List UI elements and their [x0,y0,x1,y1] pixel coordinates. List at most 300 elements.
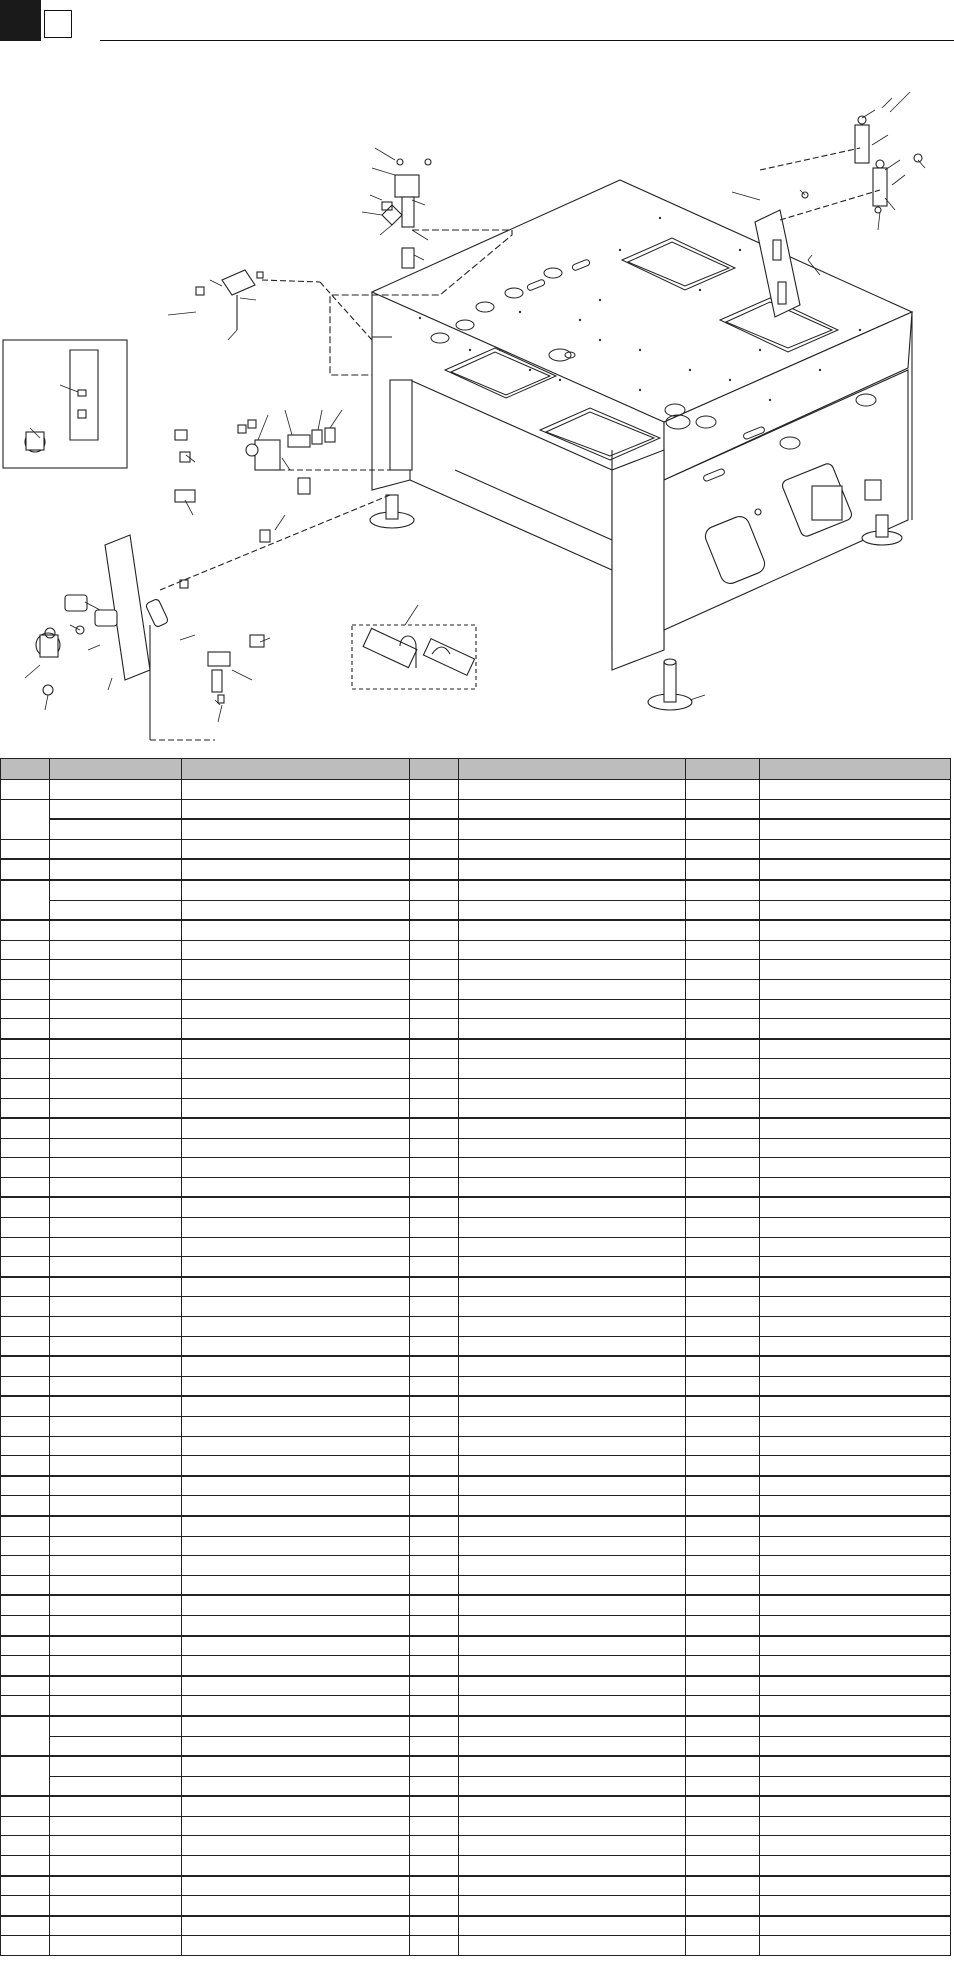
table-cell [459,1856,686,1876]
table-row [1,1436,951,1456]
ref-cell [1,1436,50,1456]
table-cell [760,1575,951,1595]
ref-cell [1,1696,50,1716]
table-cell [410,1237,459,1257]
table-cell [410,999,459,1019]
table-cell [760,880,951,900]
table-cell [760,1676,951,1696]
table-cell [410,1197,459,1217]
table-cell [686,1277,760,1297]
table-cell [182,1896,410,1916]
table-cell [182,1336,410,1356]
table-cell [686,1876,760,1896]
table-cell [410,920,459,940]
table-row [1,979,951,999]
table-row [1,1158,951,1178]
table-cell [50,1716,182,1736]
table-cell [182,940,410,960]
table-cell [686,1218,760,1238]
table-cell [459,1218,686,1238]
ref-cell [1,859,50,880]
table-cell [182,1816,410,1836]
header-cell [410,759,459,780]
table-cell [459,1297,686,1317]
table-cell [410,799,459,819]
table-cell [686,940,760,960]
table-cell [50,1218,182,1238]
table-row [1,1177,951,1197]
table-cell [182,1197,410,1217]
ref-cell [1,1277,50,1297]
table-cell [459,819,686,839]
table-cell [410,1039,459,1059]
table-cell [459,1496,686,1516]
table-cell [760,1736,951,1756]
table-cell [686,1836,760,1856]
table-cell [182,1277,410,1297]
table-cell [50,880,182,900]
table-cell [182,1297,410,1317]
table-cell [459,1158,686,1178]
table-cell [686,1197,760,1217]
table-cell [686,1615,760,1635]
table-cell [182,1916,410,1936]
table-cell [182,1716,410,1736]
table-cell [50,920,182,940]
table-cell [686,1376,760,1396]
table-cell [686,1138,760,1158]
table-cell [50,1636,182,1656]
table-row [1,960,951,980]
ref-cell [1,1376,50,1396]
table-cell [686,819,760,839]
table-cell [760,1237,951,1257]
table-cell [410,1516,459,1536]
header-cell [686,759,760,780]
table-cell [459,1476,686,1496]
table-cell [410,1297,459,1317]
table-header-row [1,759,951,780]
header-cell [1,759,50,780]
table-cell [760,1218,951,1238]
table-row [1,1218,951,1238]
table-cell [760,1257,951,1277]
table-cell [760,920,951,940]
ref-cell [1,1896,50,1916]
table-cell [410,1756,459,1776]
header-cell [182,759,410,780]
table-cell [760,1277,951,1297]
table-row [1,1496,951,1516]
table-cell [459,1098,686,1118]
table-row [1,1237,951,1257]
table-cell [459,1756,686,1776]
table-cell [410,1876,459,1896]
table-row [1,1019,951,1039]
table-cell [459,1936,686,1956]
table-cell [410,1496,459,1516]
table-row [1,1277,951,1297]
table-cell [182,1696,410,1716]
table-cell [760,1436,951,1456]
table-cell [410,1078,459,1098]
table-cell [760,1716,951,1736]
table-cell [182,1556,410,1576]
table-row [1,1816,951,1836]
table-cell [50,1237,182,1257]
table-cell [410,1556,459,1576]
table-cell [686,1796,760,1816]
table-cell [459,900,686,920]
table-cell [760,1098,951,1118]
table-cell [459,1796,686,1816]
section-tab-box [44,10,72,38]
table-cell [410,1277,459,1297]
table-cell [760,1796,951,1816]
table-cell [686,1575,760,1595]
table-cell [760,1776,951,1796]
table-cell [459,1277,686,1297]
table-cell [50,1575,182,1595]
table-cell [410,940,459,960]
table-cell [410,1019,459,1039]
table-row [1,1656,951,1676]
table-cell [686,1098,760,1118]
table-row [1,880,951,900]
section-tab-black [0,0,41,41]
base-frame [372,180,912,670]
ref-cell [1,1456,50,1476]
header-cell [760,759,951,780]
table-cell [459,1716,686,1736]
left-small-bracket [196,270,372,340]
table-cell [50,1177,182,1197]
table-cell [410,1796,459,1816]
table-cell [760,859,951,880]
table-cell [50,979,182,999]
table-row [1,1876,951,1896]
table-row [1,1916,951,1936]
ref-cell [1,1177,50,1197]
table-cell [686,1896,760,1916]
table-cell [686,880,760,900]
table-cell [410,1456,459,1476]
table-cell [459,1816,686,1836]
table-cell [50,1039,182,1059]
ref-cell [1,780,50,800]
table-cell [182,1019,410,1039]
ref-cell [1,1856,50,1876]
table-cell [50,1197,182,1217]
table-cell [182,1078,410,1098]
table-cell [459,1039,686,1059]
table-cell [459,1736,686,1756]
table-row [1,1615,951,1635]
table-cell [686,1356,760,1376]
ref-cell [1,1118,50,1138]
table-cell [459,1916,686,1936]
ref-cell [1,979,50,999]
table-cell [760,1856,951,1876]
table-cell [50,1456,182,1476]
table-cell [686,1436,760,1456]
table-cell [760,780,951,800]
table-cell [686,1059,760,1079]
table-cell [410,1595,459,1615]
table-cell [410,1636,459,1656]
table-row [1,1417,951,1437]
table-cell [410,1816,459,1836]
table-row [1,1636,951,1656]
table-cell [182,1736,410,1756]
table-cell [182,979,410,999]
table-row [1,1896,951,1916]
table-cell [459,1776,686,1796]
table-cell [459,839,686,859]
table-cell [760,1916,951,1936]
table-cell [459,1317,686,1337]
table-cell [760,1177,951,1197]
table-cell [686,1177,760,1197]
table-cell [760,900,951,920]
table-cell [686,1636,760,1656]
table-cell [686,1118,760,1138]
table-row [1,859,951,880]
ref-cell [1,1098,50,1118]
ref-cell [1,1936,50,1956]
table-cell [459,960,686,980]
table-cell [686,1019,760,1039]
table-cell [50,1595,182,1615]
table-row [1,1078,951,1098]
table-cell [686,960,760,980]
table-cell [410,900,459,920]
ref-cell [1,1716,50,1756]
ref-cell [1,839,50,859]
table-cell [459,1138,686,1158]
table-cell [459,1836,686,1856]
table-cell [50,999,182,1019]
table-cell [760,1396,951,1416]
table-cell [459,920,686,940]
table-row [1,1197,951,1217]
table-cell [50,1816,182,1836]
table-cell [50,859,182,880]
table-row [1,1039,951,1059]
table-cell [760,1297,951,1317]
table-cell [686,1516,760,1536]
table-row [1,940,951,960]
ref-cell [1,1019,50,1039]
table-cell [410,780,459,800]
table-row [1,1356,951,1376]
ref-cell [1,1676,50,1696]
table-cell [686,1158,760,1178]
table-cell [50,1776,182,1796]
table-row [1,1575,951,1595]
table-cell [686,999,760,1019]
table-cell [50,1019,182,1039]
ref-cell [1,1615,50,1635]
table-row [1,780,951,800]
table-cell [50,1936,182,1956]
table-cell [50,1916,182,1936]
table-cell [459,1696,686,1716]
table-cell [182,1536,410,1556]
table-row [1,1716,951,1736]
table-cell [686,1456,760,1476]
table-row [1,1257,951,1277]
table-cell [50,1796,182,1816]
table-cell [459,1595,686,1615]
table-cell [686,979,760,999]
table-cell [410,839,459,859]
table-cell [182,1615,410,1635]
table-cell [459,1177,686,1197]
table-cell [182,1856,410,1876]
table-cell [686,1336,760,1356]
table-cell [50,1676,182,1696]
table-cell [50,1436,182,1456]
table-cell [410,1656,459,1676]
table-cell [686,1476,760,1496]
table-cell [459,859,686,880]
table-cell [686,1736,760,1756]
table-cell [410,1736,459,1756]
table-cell [459,1896,686,1916]
ref-cell [1,1816,50,1836]
table-cell [760,1696,951,1716]
table-row [1,1336,951,1356]
table-cell [686,1916,760,1936]
inset-detail [3,340,127,468]
table-cell [410,1118,459,1138]
table-cell [760,799,951,819]
table-cell [182,1756,410,1776]
table-cell [686,1297,760,1317]
table-cell [760,999,951,1019]
table-cell [182,1177,410,1197]
table-row [1,1676,951,1696]
table-cell [50,1297,182,1317]
table-cell [182,1876,410,1896]
table-cell [182,859,410,880]
table-cell [182,1636,410,1656]
table-cell [760,1756,951,1776]
table-cell [50,1376,182,1396]
table-cell [760,1059,951,1079]
table-cell [182,1595,410,1615]
table-cell [760,1636,951,1656]
table-cell [459,1118,686,1138]
table-cell [182,1436,410,1456]
table-cell [410,1417,459,1437]
ref-cell [1,960,50,980]
ref-cell [1,1138,50,1158]
table-cell [686,1078,760,1098]
table-cell [182,1776,410,1796]
table-cell [182,799,410,819]
table-cell [50,1336,182,1356]
table-cell [410,1257,459,1277]
table-cell [760,1158,951,1178]
table-cell [410,1218,459,1238]
table-cell [182,839,410,859]
table-cell [459,1396,686,1416]
table-cell [686,1676,760,1696]
ref-cell [1,1317,50,1337]
table-row [1,1376,951,1396]
table-cell [50,1496,182,1516]
table-cell [410,1836,459,1856]
table-cell [760,1317,951,1337]
table-cell [410,1776,459,1796]
table-cell [459,1078,686,1098]
table-cell [686,780,760,800]
ref-cell [1,1796,50,1816]
table-cell [686,1776,760,1796]
table-cell [50,1356,182,1376]
table-cell [182,819,410,839]
table-cell [182,1138,410,1158]
table-cell [459,1376,686,1396]
table-cell [182,880,410,900]
table-cell [182,1575,410,1595]
table-cell [410,1396,459,1416]
table-cell [182,1676,410,1696]
table-cell [459,1197,686,1217]
header-rule [100,40,954,41]
table-cell [760,979,951,999]
table-cell [50,1536,182,1556]
table-cell [410,1177,459,1197]
table-row [1,1696,951,1716]
table-cell [686,1417,760,1437]
table-cell [50,819,182,839]
table-cell [50,1896,182,1916]
table-cell [50,799,182,819]
table-cell [760,1656,951,1676]
table-cell [182,1396,410,1416]
table-cell [459,1876,686,1896]
table-cell [182,1456,410,1476]
table-cell [50,1836,182,1856]
table-cell [410,1138,459,1158]
ref-cell [1,1496,50,1516]
table-cell [760,1078,951,1098]
table-cell [760,1496,951,1516]
table-cell [686,1696,760,1716]
table-row [1,1556,951,1576]
table-cell [459,1556,686,1576]
exploded-parts-drawing [0,50,954,750]
table-cell [182,1656,410,1676]
table-cell [50,960,182,980]
table-cell [50,1277,182,1297]
table-cell [686,1856,760,1876]
table-row [1,1796,951,1816]
table-cell [50,1756,182,1776]
table-cell [410,859,459,880]
ref-cell [1,1417,50,1437]
table-cell [459,1237,686,1257]
ref-cell [1,940,50,960]
table-cell [459,1516,686,1536]
ref-cell [1,1039,50,1059]
table-cell [760,1836,951,1856]
table-cell [459,1656,686,1676]
ref-cell [1,1876,50,1896]
